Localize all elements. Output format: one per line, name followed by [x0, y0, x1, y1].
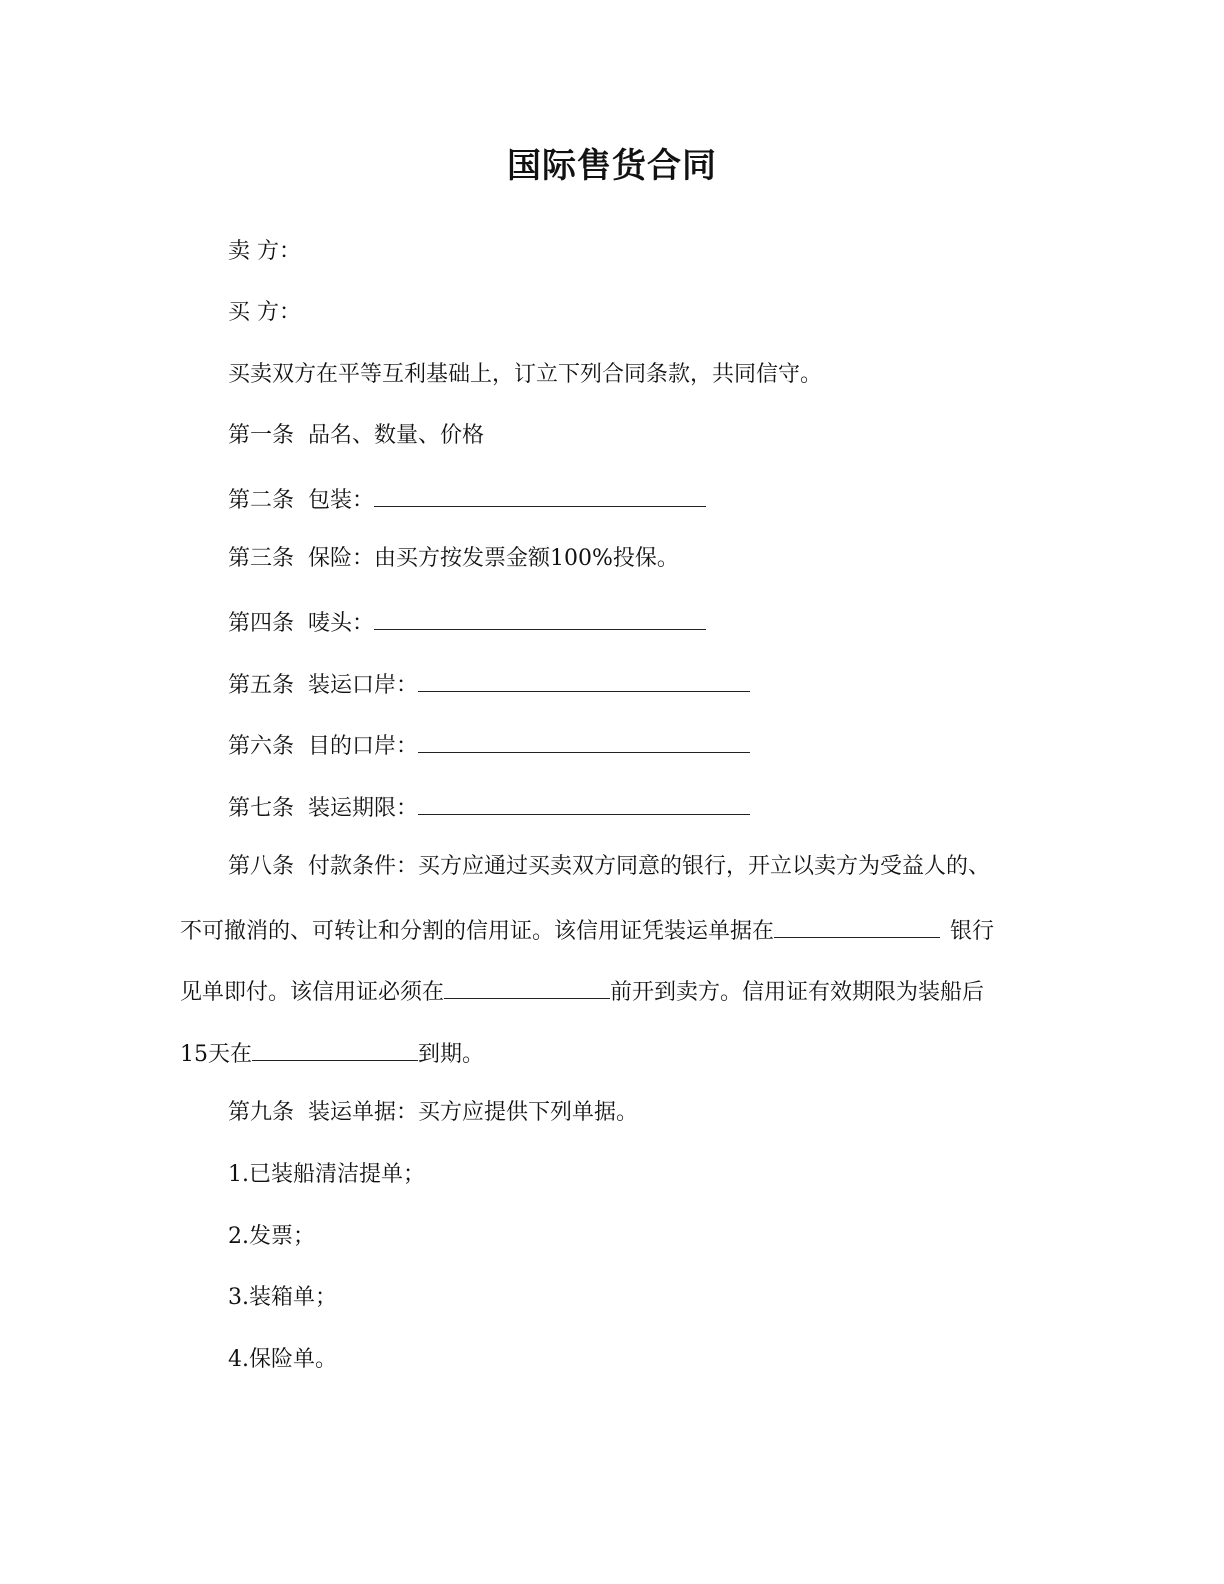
document-list-item: 1.已装船清洁提单； — [228, 1162, 425, 1187]
article-number: 第七条 — [228, 796, 295, 821]
seller-line: 卖 方： — [228, 239, 301, 264]
article-1 — [228, 420, 484, 452]
article-text: 前开到卖方。信用证有效期限为装船后 — [610, 980, 985, 1005]
article-number: 第九条 — [228, 1100, 295, 1125]
article-text: 包装： — [308, 488, 375, 513]
article-8-line-1 — [228, 851, 990, 883]
document-list-item: 2.发票； — [228, 1224, 315, 1249]
fill-in-blank — [774, 913, 940, 938]
article-text: 目的口岸： — [308, 734, 419, 759]
article-9 — [228, 1097, 638, 1129]
article-text: 不可撤消的、可转让和分割的信用证。该信用证凭装运单据在 — [180, 919, 775, 944]
article-number: 第一条 — [228, 423, 295, 448]
article-5 — [228, 667, 750, 702]
article-text: 唛头： — [308, 611, 375, 636]
article-number: 第八条 — [228, 854, 295, 879]
article-text: 银行 — [950, 919, 995, 944]
article-3 — [228, 543, 679, 575]
article-number: 第二条 — [228, 488, 295, 513]
article-text: 到期。 — [418, 1042, 485, 1067]
article-number: 第五条 — [228, 673, 295, 698]
document-list-item: 4.保险单。 — [228, 1347, 337, 1372]
fill-in-blank — [418, 728, 750, 753]
fill-in-blank — [418, 790, 750, 815]
article-4 — [228, 605, 706, 640]
intro-paragraph: 买卖双方在平等互利基础上，订立下列合同条款，共同信守。 — [228, 362, 823, 387]
fill-in-blank — [374, 482, 706, 507]
article-8-line-4 — [180, 1036, 484, 1071]
page-title: 国际售货合同 — [507, 146, 717, 186]
article-number: 第四条 — [228, 611, 295, 636]
article-6 — [228, 728, 750, 763]
fill-in-blank — [374, 605, 706, 630]
article-7 — [228, 790, 750, 825]
article-text: 15天在 — [180, 1042, 252, 1067]
article-text: 付款条件：买方应通过买卖双方同意的银行，开立以卖方为受益人的、 — [308, 854, 991, 879]
buyer-line: 买 方： — [228, 300, 301, 325]
document-list-item: 3.装箱单； — [228, 1285, 337, 1310]
article-2 — [228, 482, 706, 517]
article-number: 第三条 — [228, 546, 295, 571]
article-text: 装运口岸： — [308, 673, 419, 698]
article-text: 装运期限： — [308, 796, 419, 821]
article-text: 保险：由买方按发票金额100%投保。 — [308, 546, 679, 571]
fill-in-blank — [418, 667, 750, 692]
article-text: 见单即付。该信用证必须在 — [180, 980, 445, 1005]
article-text: 装运单据：买方应提供下列单据。 — [308, 1100, 639, 1125]
fill-in-blank — [444, 974, 610, 999]
fill-in-blank — [252, 1036, 418, 1061]
article-8-line-2 — [180, 913, 994, 948]
article-8-line-3 — [180, 974, 984, 1009]
article-text: 品名、数量、价格 — [308, 423, 485, 448]
article-number: 第六条 — [228, 734, 295, 759]
